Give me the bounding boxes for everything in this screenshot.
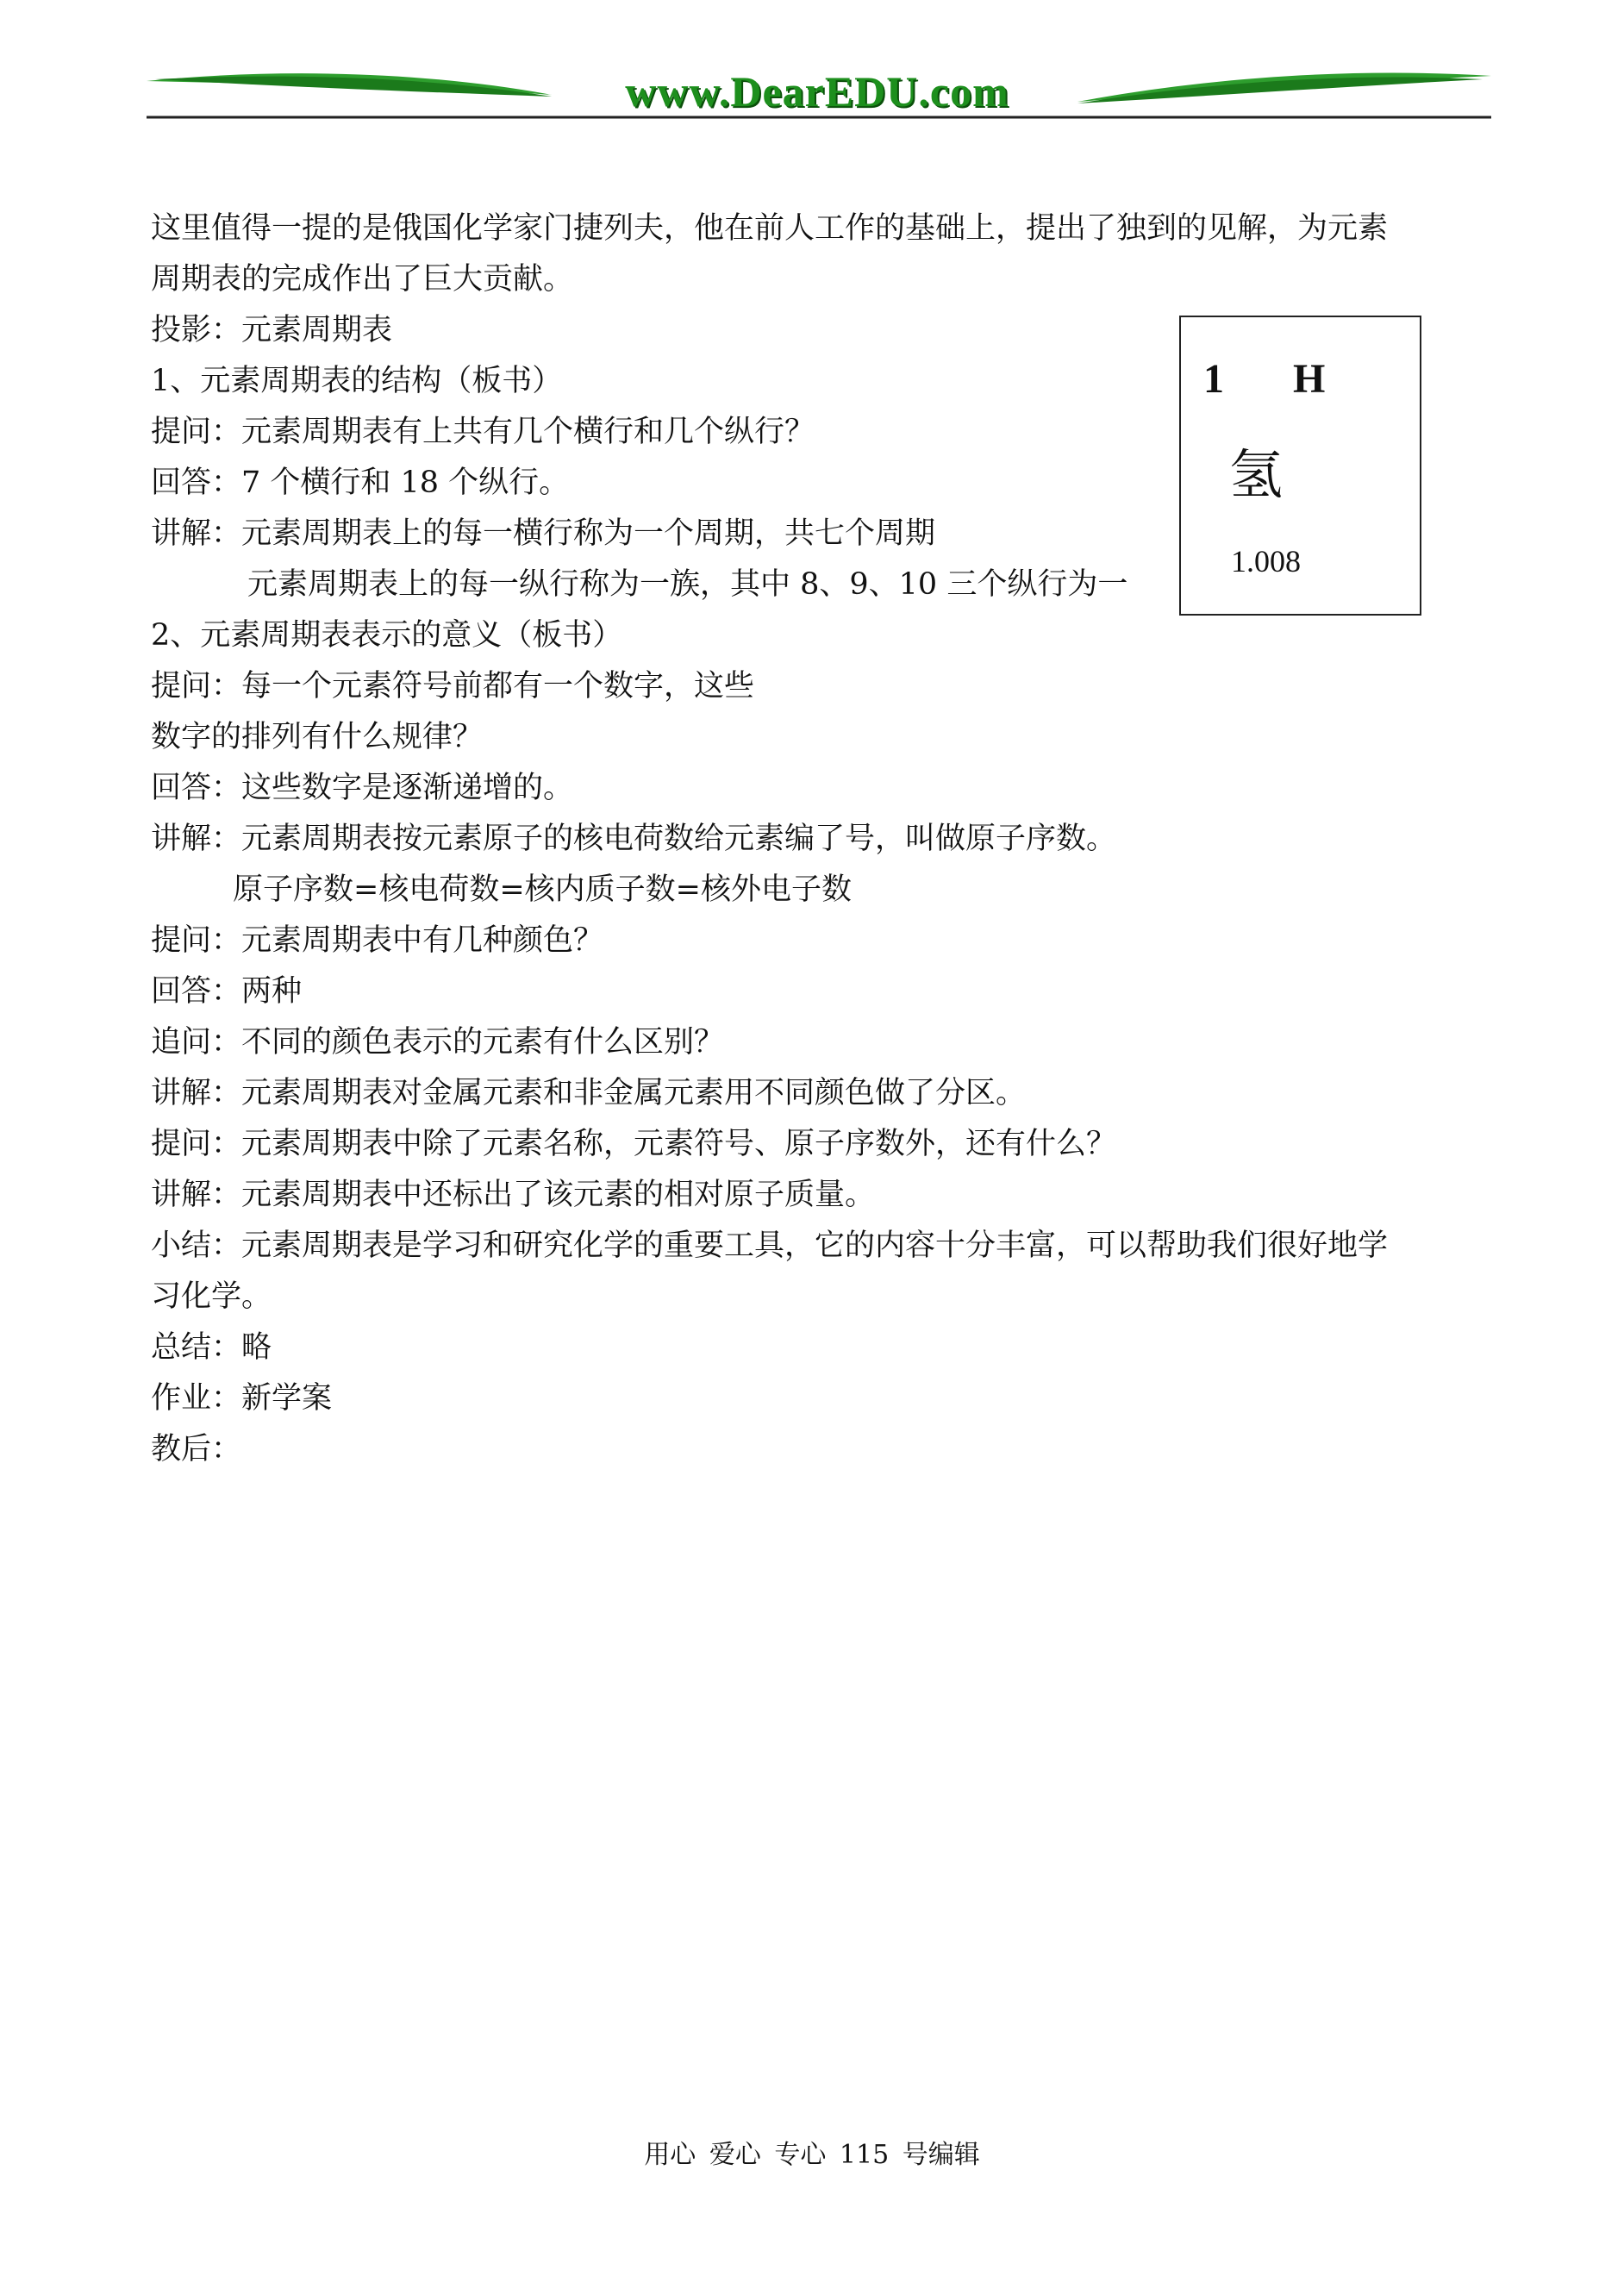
formula-line: 原子序数=核电荷数=核内质子数=核外电子数 — [233, 872, 852, 907]
paragraph-line: 提问：元素周期表中除了元素名称，元素符号、原子序数外，还有什么？ — [151, 1127, 1117, 1161]
element-name: 氢 — [1228, 443, 1283, 506]
atomic-number: 1 — [1203, 356, 1224, 402]
element-card-hydrogen — [1179, 316, 1421, 616]
paragraph-line: 讲解：元素周期表上的每一横行称为一个周期，共七个周期 — [151, 516, 936, 551]
section-heading: 2、元素周期表表示的意义（板书） — [151, 618, 623, 653]
site-header — [147, 60, 1491, 129]
atomic-mass: 1.008 — [1231, 544, 1301, 578]
section-heading: 1、元素周期表的结构（板书） — [151, 364, 563, 398]
paragraph-line: 教后： — [151, 1432, 242, 1466]
paragraph-line: 回答：两种 — [151, 974, 303, 1009]
paragraph-line: 提问：每一个元素符号前都有一个数字，这些 — [151, 669, 755, 704]
paragraph-line: 作业：新学案 — [151, 1381, 333, 1416]
paragraph-line: 元素周期表上的每一纵行称为一族，其中 8、9、10 三个纵行为一 — [247, 567, 1128, 602]
paragraph-line: 提问：元素周期表中有几种颜色？ — [151, 923, 604, 958]
paragraph-line: 习化学。 — [151, 1279, 272, 1314]
paragraph-line: 数字的排列有什么规律？ — [151, 720, 484, 754]
paragraph-line: 回答：7 个横行和 18 个纵行。 — [151, 466, 570, 500]
paragraph-line: 这里值得一提的是俄国化学家门捷列夫，他在前人工作的基础上，提出了独到的见解，为元素 — [151, 211, 1389, 246]
paragraph-line: 总结：略 — [151, 1330, 272, 1365]
element-symbol: H — [1293, 356, 1326, 402]
paragraph-line: 讲解：元素周期表对金属元素和非金属元素用不同颜色做了分区。 — [151, 1076, 1027, 1110]
paragraph-line: 讲解：元素周期表按元素原子的核电荷数给元素编了号，叫做原子序数。 — [151, 822, 1117, 856]
paragraph-line: 提问：元素周期表有上共有几个横行和几个纵行？ — [151, 415, 815, 449]
paragraph-line: 回答：这些数字是逐渐递增的。 — [151, 771, 574, 805]
site-logo-text: www.DearEDU.com — [625, 67, 1009, 116]
paragraph-line: 追问：不同的颜色表示的元素有什么区别？ — [151, 1025, 725, 1060]
paragraph-line: 投影：元素周期表 — [151, 313, 393, 347]
paragraph-line: 小结：元素周期表是学习和研究化学的重要工具，它的内容十分丰富，可以帮助我们很好地学 — [151, 1229, 1389, 1263]
paragraph-line: 讲解：元素周期表中还标出了该元素的相对原子质量。 — [151, 1178, 876, 1212]
page-footer: 用心 爱心 专心 115 号编辑 — [644, 2140, 980, 2170]
paragraph-line: 周期表的完成作出了巨大贡献。 — [151, 262, 574, 297]
